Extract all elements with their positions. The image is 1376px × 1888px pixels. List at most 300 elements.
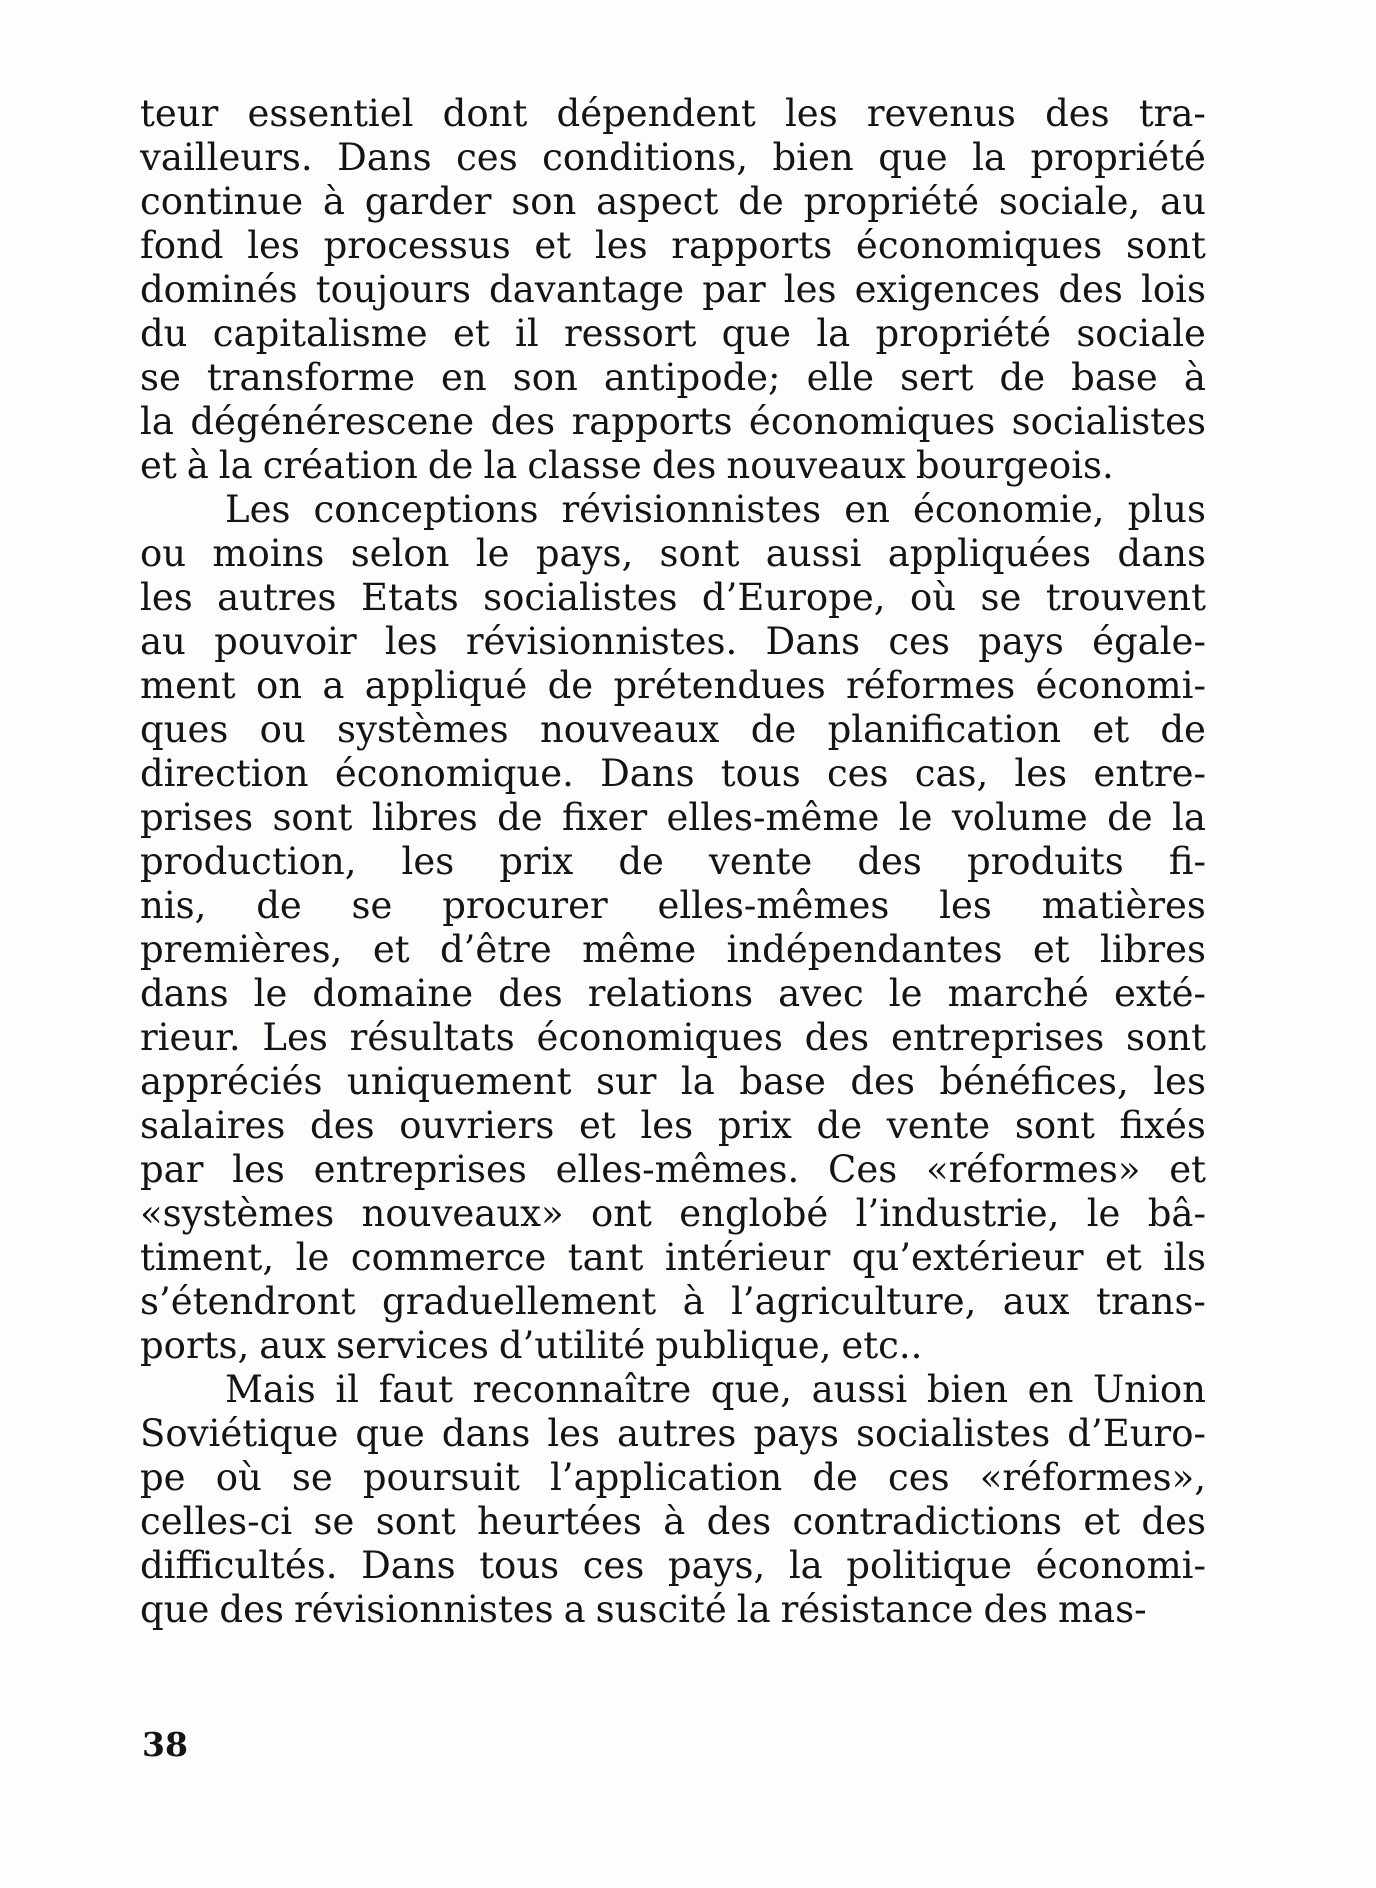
word: Dans (361, 1544, 456, 1587)
word: les (1014, 752, 1068, 795)
word: autres (617, 1412, 737, 1455)
word: les (140, 576, 193, 619)
word: direction (140, 752, 309, 795)
word: plus (1127, 488, 1206, 531)
text-line (140, 92, 1206, 136)
word: et (1032, 928, 1070, 971)
word: aussi (811, 1368, 908, 1411)
word: sont (1014, 1104, 1095, 1147)
word: le (475, 532, 510, 575)
word: de (812, 1456, 858, 1499)
word: sociale, (998, 180, 1141, 223)
word: de (1107, 796, 1153, 839)
word: avec (778, 972, 864, 1015)
word: etc.. (841, 1324, 923, 1367)
word: dans (441, 1412, 531, 1455)
word: production, (140, 840, 357, 883)
word: égale- (1092, 620, 1206, 663)
word: des (1045, 92, 1110, 135)
word: bien (926, 1368, 1009, 1411)
word: sont (659, 532, 740, 575)
word: Dans (337, 136, 432, 179)
word: exté- (1113, 972, 1206, 1015)
word: au (140, 620, 186, 663)
word: propriété (803, 180, 980, 223)
word: revenus (866, 92, 1016, 135)
word: l’agriculture, (731, 1280, 977, 1323)
word: matières (1041, 884, 1206, 927)
word: englobé (679, 1192, 829, 1235)
word: en (1027, 1368, 1074, 1411)
word: que (140, 1588, 210, 1631)
word: les (594, 224, 648, 267)
word: Les (225, 488, 291, 531)
word: systèmes (337, 708, 509, 751)
word: relations (587, 972, 754, 1015)
word: sont (1125, 224, 1206, 267)
word: planification (827, 708, 1062, 751)
word: révisionnistes (561, 488, 822, 531)
word: tra- (1138, 92, 1206, 135)
word: ces (888, 1456, 950, 1499)
word: indépendantes (726, 928, 1003, 971)
word: que (721, 312, 792, 355)
word: où (215, 1456, 262, 1499)
word: sont (272, 796, 353, 839)
word: commerce (350, 1236, 547, 1279)
word: fixés (1119, 1104, 1206, 1147)
word: marché (947, 972, 1089, 1015)
word: des (651, 444, 717, 487)
word: ports, (140, 1324, 250, 1367)
text-line (140, 312, 1206, 356)
word: des (498, 972, 563, 1015)
word: ils (1163, 1236, 1206, 1279)
word: Dans (765, 620, 861, 663)
word: Etats (360, 576, 459, 619)
word: lois (1141, 268, 1206, 311)
text-line (140, 840, 1206, 884)
word: antipode; (603, 356, 781, 399)
word: et (452, 312, 490, 355)
word: trouvent (1045, 576, 1206, 619)
word: conceptions (313, 488, 539, 531)
text-line (140, 224, 1206, 268)
word: de (750, 708, 797, 751)
word: «systèmes (140, 1192, 335, 1235)
word: politique (846, 1544, 1013, 1587)
word: toujours (315, 268, 471, 311)
word: le (253, 972, 288, 1015)
word: la (1172, 796, 1206, 839)
word: conditions, (542, 136, 749, 179)
word: fixer (562, 796, 648, 839)
text-line (140, 532, 1206, 576)
word: les (401, 840, 455, 883)
word: salaires (140, 1104, 286, 1147)
word: l’application (549, 1456, 783, 1499)
word: «réformes», (979, 1456, 1206, 1499)
word: la (218, 444, 253, 487)
word: qu’extérieur (851, 1236, 1084, 1279)
word: timent, (140, 1236, 275, 1279)
word: socialistes (1011, 400, 1206, 443)
word: Dans (600, 752, 695, 795)
word: ques (140, 708, 229, 751)
word: sont (375, 1500, 456, 1543)
word: bourgeois. (915, 444, 1114, 487)
word: de (1160, 708, 1206, 751)
word: révisionnistes. (465, 620, 738, 663)
text-line (140, 1016, 1206, 1060)
word: dépendent (556, 92, 756, 135)
text-line (140, 1104, 1206, 1148)
text-line (140, 928, 1206, 972)
word: continue (140, 180, 304, 223)
word: création (262, 444, 418, 487)
word: de (816, 1104, 863, 1147)
word: en (441, 356, 487, 399)
word: révisionnistes (293, 1588, 554, 1631)
text-line (140, 708, 1206, 752)
word: socialistes (855, 1412, 1051, 1455)
text-line (140, 136, 1206, 180)
word: moins (212, 532, 325, 575)
word: dans (1117, 532, 1206, 575)
word: base (1071, 356, 1158, 399)
word: ces (582, 1544, 645, 1587)
word: l’industrie, (855, 1192, 1060, 1235)
word: prétendues (613, 664, 826, 707)
text-line (140, 1192, 1206, 1236)
word: elle (806, 356, 875, 399)
word: base (739, 1060, 826, 1103)
word: suscité (595, 1588, 727, 1631)
word: propriété (875, 312, 1052, 355)
word: aux (1002, 1280, 1070, 1323)
word: essentiel (247, 92, 414, 135)
word: ressort (563, 312, 697, 355)
word: dégénérescene (190, 400, 475, 443)
word: la (680, 1060, 715, 1103)
text-line (140, 1544, 1206, 1588)
word: économie, (912, 488, 1105, 531)
word: nouveaux (539, 708, 720, 751)
word: volume (951, 796, 1088, 839)
word: réformes (846, 664, 1016, 707)
word: vailleurs. (140, 136, 313, 179)
word: pouvoir (214, 620, 357, 663)
word: économiques (536, 1016, 783, 1059)
word: uniquement (346, 1060, 572, 1103)
word: ont (590, 1192, 652, 1235)
word: cas, (914, 752, 989, 795)
word: fi- (1168, 840, 1206, 883)
word: la (483, 444, 518, 487)
word: a (322, 664, 345, 707)
word: des (857, 840, 922, 883)
word: Les (262, 1016, 328, 1059)
word: ment (140, 664, 236, 707)
word: des (310, 1104, 375, 1147)
word: prises (140, 796, 254, 839)
word: en (844, 488, 890, 531)
word: des (490, 400, 556, 443)
word: économi- (1035, 1544, 1206, 1587)
word: difficultés. (140, 1544, 338, 1587)
word: Soviétique (140, 1412, 339, 1455)
word: son (512, 356, 578, 399)
text-line (140, 1588, 1206, 1632)
word: le (295, 1236, 330, 1279)
word: la (816, 312, 851, 355)
word: le (888, 972, 923, 1015)
word: Ces (828, 1148, 898, 1191)
word: tous (720, 752, 801, 795)
word: les (232, 1148, 285, 1191)
text-line (140, 268, 1206, 312)
word: mas- (1058, 1588, 1147, 1631)
word: ces (826, 752, 889, 795)
word: la (788, 1544, 823, 1587)
word: économiques (748, 400, 996, 443)
word: sociale (1076, 312, 1206, 355)
text-line (140, 1280, 1206, 1324)
word: économique. (334, 752, 574, 795)
word: Mais (225, 1368, 316, 1411)
word: les (247, 224, 300, 267)
word: capitalisme (212, 312, 428, 355)
word: pays (978, 620, 1064, 663)
word: fond (140, 224, 224, 267)
word: exigences (854, 268, 1041, 311)
page-number: 38 (142, 1725, 188, 1764)
word: contradictions (792, 1500, 1062, 1543)
word: sert (900, 356, 974, 399)
word: des (219, 1588, 284, 1631)
word: pays (753, 1412, 839, 1455)
word: que (878, 136, 948, 179)
word: à (663, 1500, 686, 1543)
word: Union (1092, 1368, 1206, 1411)
text-line (140, 1456, 1206, 1500)
word: produits (966, 840, 1124, 883)
word: de (618, 840, 664, 883)
word: se (313, 1500, 355, 1543)
word: que, (710, 1368, 792, 1411)
word: du (140, 312, 188, 355)
word: aspect (596, 180, 719, 223)
word: libres (1100, 928, 1206, 971)
word: bénéfices, (939, 1060, 1129, 1103)
text-line (140, 576, 1206, 620)
word: de (427, 444, 474, 487)
word: les (783, 268, 837, 311)
word: appréciés (140, 1060, 323, 1103)
word: nis, (140, 884, 207, 927)
text-line (140, 620, 1206, 664)
word: à (186, 444, 209, 487)
word: que (355, 1412, 425, 1455)
word: économiques (855, 224, 1103, 267)
word: le (898, 796, 933, 839)
word: nouveaux (726, 444, 906, 487)
word: les (547, 1412, 601, 1455)
word: et (140, 444, 177, 487)
word: les (640, 1104, 694, 1147)
word: d’être (439, 928, 552, 971)
word: résultats (349, 1016, 515, 1059)
text-line (140, 1060, 1206, 1104)
word: à (1183, 356, 1206, 399)
word: par (702, 268, 766, 311)
word: elles-même (666, 796, 880, 839)
text-line (140, 1500, 1206, 1544)
word: trans- (1096, 1280, 1206, 1323)
word: «réformes» (925, 1148, 1141, 1191)
text-line (140, 1148, 1206, 1192)
word: se (351, 884, 393, 927)
word: résistance (780, 1588, 974, 1631)
word: socialistes (483, 576, 678, 619)
word: par (140, 1148, 204, 1191)
word: d’Euro- (1067, 1412, 1206, 1455)
word: s’étendront (140, 1280, 356, 1323)
word: se (291, 1456, 333, 1499)
word: aux (259, 1324, 327, 1367)
text-line (140, 400, 1206, 444)
word: reconnaître (472, 1368, 692, 1411)
word: premières, (140, 928, 343, 971)
word: aussi (765, 532, 862, 575)
text-line (140, 1368, 1206, 1412)
word: la (972, 136, 1006, 179)
word: entreprises (890, 1016, 1105, 1059)
word: des (706, 1500, 772, 1543)
word: a (563, 1588, 586, 1631)
word: et (1105, 1236, 1142, 1279)
word: et (534, 224, 572, 267)
word: bâ- (1147, 1192, 1206, 1235)
word: des (983, 1588, 1049, 1631)
word: et (1083, 1500, 1121, 1543)
word: intérieur (664, 1236, 831, 1279)
word: pays, (535, 532, 634, 575)
word: et (1092, 708, 1130, 751)
word: faut (378, 1368, 454, 1411)
word: ou (259, 708, 306, 751)
word: services (336, 1324, 489, 1367)
word: son (511, 180, 577, 223)
word: des (850, 1060, 915, 1103)
word: ouvriers (399, 1104, 555, 1147)
text-line (140, 752, 1206, 796)
word: domaine (312, 972, 474, 1015)
word: à (322, 180, 345, 223)
text-line (140, 884, 1206, 928)
word: sur (595, 1060, 657, 1103)
word: propriété (1030, 136, 1206, 179)
word: la (140, 400, 174, 443)
word: et (372, 928, 410, 971)
text-line (140, 444, 1206, 488)
word: publique, (655, 1324, 832, 1367)
word: économi- (1035, 664, 1206, 707)
word: d’utilité (498, 1324, 646, 1367)
word: processus (323, 224, 511, 267)
body-text (140, 92, 1206, 1632)
word: des (804, 1016, 870, 1059)
word: même (582, 928, 697, 971)
word: heurtées (477, 1500, 642, 1543)
word: à (682, 1280, 705, 1323)
word: pe (140, 1456, 186, 1499)
word: poursuit (362, 1456, 520, 1499)
word: pays, (667, 1544, 766, 1587)
word: davantage (489, 268, 685, 311)
word: la (736, 1588, 771, 1631)
word: rapports (571, 400, 733, 443)
word: les (784, 92, 838, 135)
word: des (1058, 268, 1123, 311)
word: se (980, 576, 1022, 619)
word: prix (499, 840, 574, 883)
word: les (939, 884, 992, 927)
word: ces (888, 620, 950, 663)
word: entre- (1093, 752, 1206, 795)
word: dominés (140, 268, 298, 311)
word: entreprises (313, 1148, 527, 1191)
word: d’Europe, (701, 576, 886, 619)
word: il (335, 1368, 360, 1411)
text-line (140, 1324, 1206, 1368)
text-line (140, 1236, 1206, 1280)
word: garder (364, 180, 492, 223)
word: au (1160, 180, 1206, 223)
word: rapports (671, 224, 833, 267)
word: sont (1126, 1016, 1206, 1059)
word: il (515, 312, 539, 355)
word: où (909, 576, 957, 619)
word: de (547, 664, 594, 707)
word: selon (350, 532, 450, 575)
word: dont (442, 92, 528, 135)
text-line (140, 488, 1206, 532)
word: de (738, 180, 784, 223)
word: vente (886, 1104, 991, 1147)
text-line (140, 180, 1206, 224)
word: ou (140, 532, 187, 575)
word: de (999, 356, 1046, 399)
word: prix (717, 1104, 792, 1147)
word: nouveaux» (361, 1192, 564, 1235)
word: rieur. (140, 1016, 241, 1059)
word: elles-mêmes. (555, 1148, 800, 1191)
word: autres (217, 576, 337, 619)
word: celles-ci (140, 1500, 293, 1543)
word: classe (527, 444, 642, 487)
word: teur (140, 92, 219, 135)
text-line (140, 972, 1206, 1016)
word: et (1169, 1148, 1206, 1191)
word: elles-mêmes (657, 884, 890, 927)
text-line (140, 796, 1206, 840)
word: transforme (206, 356, 415, 399)
word: on (255, 664, 303, 707)
word: et (579, 1104, 616, 1147)
word: vente (708, 840, 813, 883)
word: le (1086, 1192, 1121, 1235)
